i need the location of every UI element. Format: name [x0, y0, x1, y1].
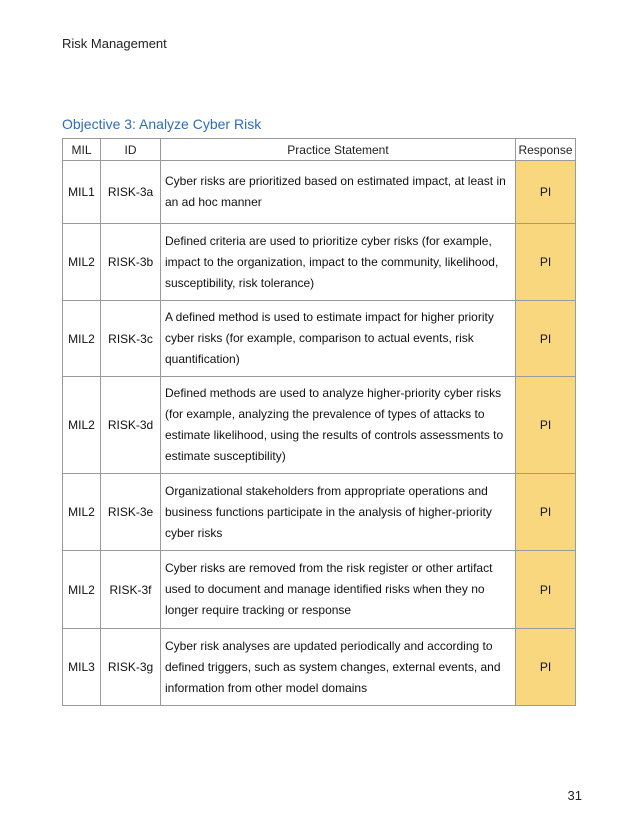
response-cell: PI — [516, 377, 576, 474]
mil-cell: MIL2 — [63, 224, 101, 301]
id-cell: RISK-3f — [101, 551, 161, 629]
id-cell: RISK-3g — [101, 629, 161, 706]
mil-cell: MIL1 — [63, 161, 101, 224]
table-header-row — [63, 139, 576, 161]
column-header-id: ID — [101, 139, 161, 161]
response-cell: PI — [516, 551, 576, 629]
statement-cell: Defined criteria are used to prioritize cyber risks (for example, impact to the organization, impact to the community, likelihood, susceptibility, risk tolerance) — [161, 224, 516, 301]
id-cell: RISK-3c — [101, 301, 161, 377]
statement-cell: Cyber risks are prioritized based on estimated impact, at least in an ad hoc manner — [161, 161, 516, 224]
page-number: 31 — [567, 788, 582, 803]
table-row — [63, 551, 576, 629]
id-cell: RISK-3e — [101, 474, 161, 551]
id-cell: RISK-3d — [101, 377, 161, 474]
column-header-practice-statement: Practice Statement — [161, 139, 516, 161]
statement-cell: Cyber risks are removed from the risk register or other artifact used to document and manage identified risks when they no longer require tracking or response — [161, 551, 516, 629]
objective-title: Objective 3: Analyze Cyber Risk — [62, 116, 262, 132]
statement-cell: Cyber risk analyses are updated periodically and according to defined triggers, such as system changes, external events, and information from other model domains — [161, 629, 516, 706]
table-row — [63, 629, 576, 706]
table-row — [63, 301, 576, 377]
mil-cell: MIL2 — [63, 474, 101, 551]
response-cell: PI — [516, 474, 576, 551]
mil-cell: MIL2 — [63, 377, 101, 474]
id-cell: RISK-3a — [101, 161, 161, 224]
response-cell: PI — [516, 629, 576, 706]
response-cell: PI — [516, 301, 576, 377]
table-row — [63, 161, 576, 224]
column-header-mil: MIL — [63, 139, 101, 161]
mil-cell: MIL2 — [63, 301, 101, 377]
response-cell: PI — [516, 224, 576, 301]
table-row — [63, 474, 576, 551]
mil-cell: MIL2 — [63, 551, 101, 629]
response-cell: PI — [516, 161, 576, 224]
practice-table — [62, 138, 576, 706]
mil-cell: MIL3 — [63, 629, 101, 706]
statement-cell: Organizational stakeholders from appropriate operations and business functions participate in the analysis of higher-priority cyber risks — [161, 474, 516, 551]
table-row — [63, 224, 576, 301]
table-row — [63, 377, 576, 474]
column-header-response: Response — [516, 139, 576, 161]
running-header: Risk Management — [62, 36, 167, 51]
statement-cell: Defined methods are used to analyze higher-priority cyber risks (for example, analyzing the prevalence of types of attacks to estimate likelihood, using the results of controls assessments to estimate susceptibility) — [161, 377, 516, 474]
statement-cell: A defined method is used to estimate impact for higher priority cyber risks (for example, comparison to actual events, risk quantification) — [161, 301, 516, 377]
id-cell: RISK-3b — [101, 224, 161, 301]
